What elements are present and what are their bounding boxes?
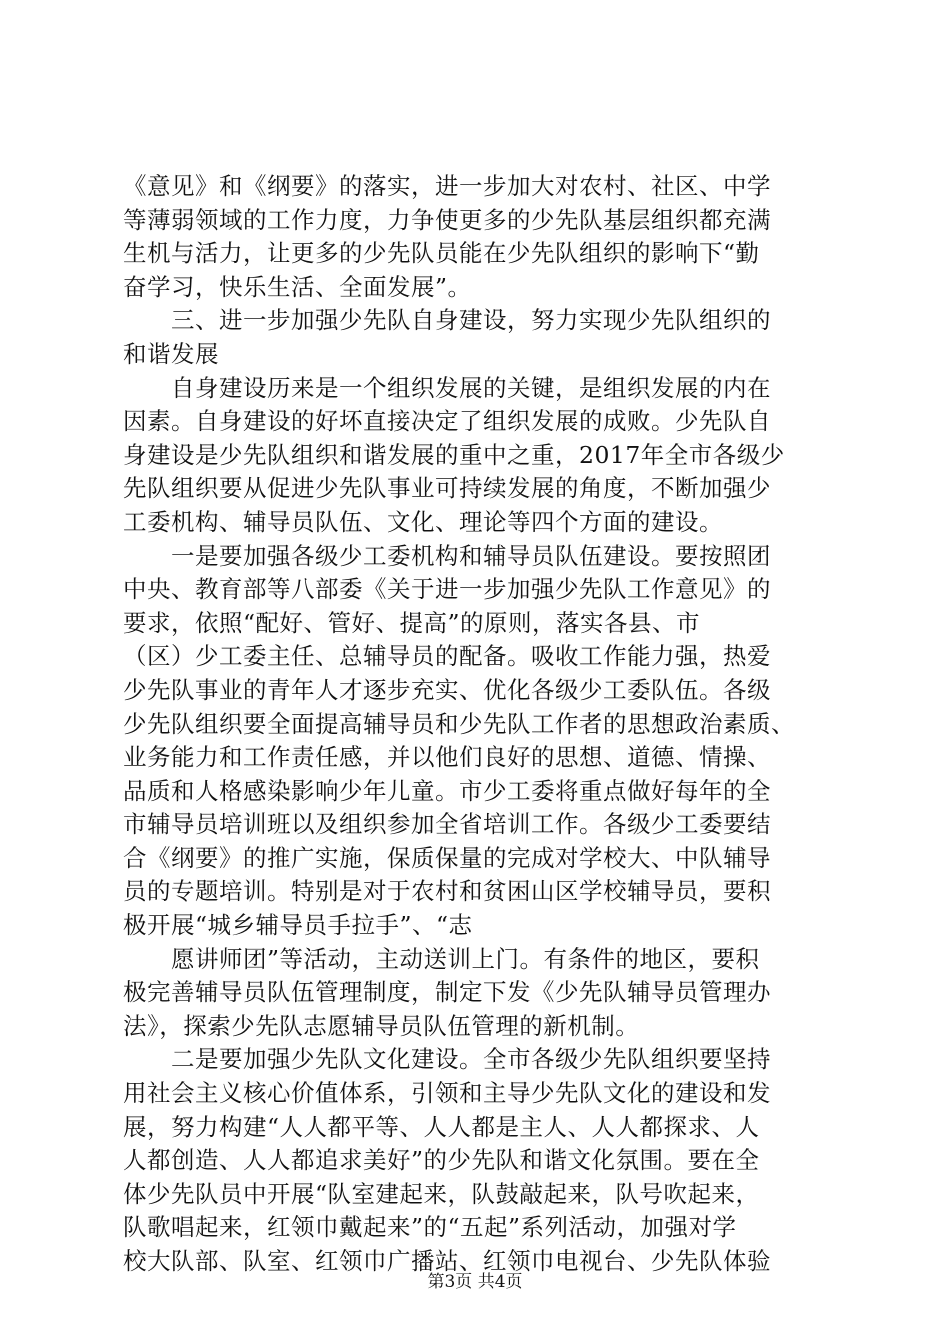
text-line: 和谐发展 <box>123 339 219 368</box>
page-number-footer: 第3页 共4页 <box>427 1272 523 1292</box>
text-line: 《意见》和《纲要》的落实，进一步加大对农村、社区、中学 <box>123 172 771 200</box>
text-line: 愿讲师团”等活动，主动送训上门。有条件的地区，要积 <box>123 944 760 973</box>
text-line: 合《纲要》的推广实施，保质保量的完成对学校大、中队辅导 <box>123 843 771 872</box>
text-line: 体少先队员中开展“队室建起来，队鼓敲起来，队号吹起来， <box>123 1179 760 1208</box>
text-line: 队歌唱起来，红领巾戴起来”的“五起”系列活动，加强对学 <box>123 1213 737 1242</box>
text-line: 展，努力构建“人人都平等、人人都是主人、人人都探求、人 <box>123 1112 760 1141</box>
text-line: 用社会主义核心价值体系，引领和主导少先队文化的建设和发 <box>123 1079 771 1108</box>
text-line: 等薄弱领域的工作力度，力争使更多的少先队基层组织都充满 <box>123 205 771 234</box>
text-line: 工委机构、辅导员队伍、文化、理论等四个方面的建设。 <box>123 507 723 536</box>
text-line: 业务能力和工作责任感，并以他们良好的思想、道德、情操、 <box>123 743 771 772</box>
text-line: 校大队部、队室、红领巾广播站、红领巾电视台、少先队体验 <box>123 1247 771 1275</box>
text-line: 自身建设历来是一个组织发展的关键，是组织发展的内在 <box>123 373 771 402</box>
text-line: 市辅导员培训班以及组织参加全省培训工作。各级少工委要结 <box>123 810 771 839</box>
text-line: 先队组织要从促进少先队事业可持续发展的角度，不断加强少 <box>123 474 771 503</box>
text-line: （区）少工委主任、总辅导员的配备。吸收工作能力强，热爱 <box>123 642 771 671</box>
text-line: 少先队事业的青年人才逐步充实、优化各级少工委队伍。各级 <box>123 675 771 704</box>
body-text <box>123 170 843 1279</box>
text-line: 员的专题培训。特别是对于农村和贫困山区学校辅导员，要积 <box>123 877 771 906</box>
text-line: 三、进一步加强少先队自身建设，努力实现少先队组织的 <box>123 306 771 335</box>
text-line: 中央、教育部等八部委《关于进一步加强少先队工作意见》的 <box>123 575 771 604</box>
text-line: 二是要加强少先队文化建设。全市各级少先队组织要坚持 <box>123 1045 771 1074</box>
text-line: 法》，探索少先队志愿辅导员队伍管理的新机制。 <box>123 1011 640 1040</box>
text-line: 奋学习，快乐生活、全面发展”。 <box>123 272 472 301</box>
text-line: 品质和人格感染影响少年儿童。市少工委将重点做好每年的全 <box>123 776 771 805</box>
text-line: 要求，依照“配好、管好、提高”的原则，落实各县、市 <box>123 608 701 637</box>
text-line: 因素。自身建设的好坏直接决定了组织发展的成败。少先队自 <box>123 407 771 436</box>
text-line: 一是要加强各级少工委机构和辅导员队伍建设。要按照团 <box>123 541 771 570</box>
text-line: 身建设是少先队组织和谐发展的重中之重，2017年全市各级少 <box>123 440 785 469</box>
text-line: 生机与活力，让更多的少先队员能在少先队组织的影响下“勤 <box>123 239 760 268</box>
text-line: 极开展“城乡辅导员手拉手”、“志 <box>123 911 473 940</box>
text-line: 少先队组织要全面提高辅导员和少先队工作者的思想政治素质、 <box>123 709 795 738</box>
text-line: 极完善辅导员队伍管理制度，制定下发《少先队辅导员管理办 <box>123 978 771 1007</box>
text-line: 人都创造、人人都追求美好”的少先队和谐文化氛围。要在全 <box>123 1146 760 1175</box>
